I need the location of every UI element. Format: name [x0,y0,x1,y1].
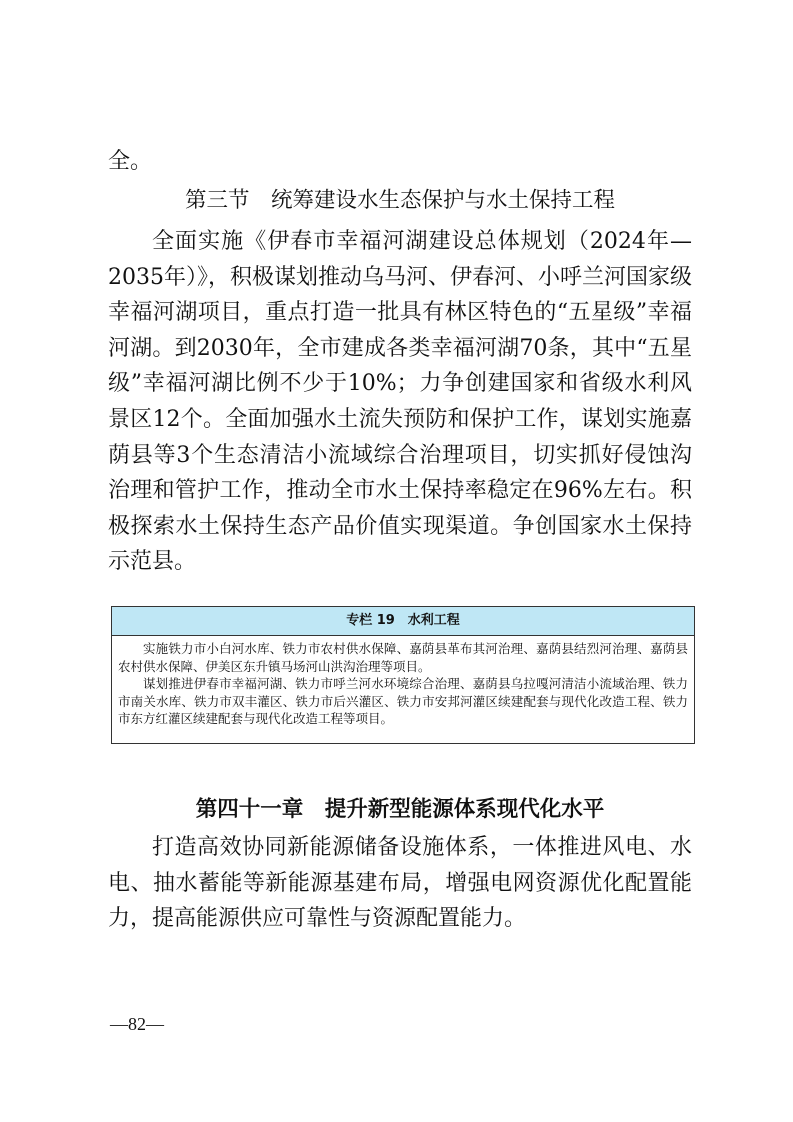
info-box [111,606,695,744]
info-box-item: 谋划推进伊春市幸福河湖、铁力市呼兰河水环境综合治理、嘉荫县乌拉嘎河清洁小流域治理、铁力市南关水库、铁力市双丰灌区、铁力市后兴灌区、铁力市安邦河灌区续建配套与现代化改造工程、铁力市东方红灌区续建配套与现代化改造工程等项目。 [118,676,688,726]
chapter-paragraph: 打造高效协同新能源储备设施体系，一体推进风电、水电、抽水蓄能等新能源基建布局，增强电网资源优化配置能力，提高能源供应可靠性与资源配置能力。 [108,835,692,932]
info-box-body [112,636,694,728]
info-box-title: 专栏 19 水利工程 [112,607,694,636]
lead-fragment: 全。 [108,149,153,174]
section-paragraph: 全面实施《伊春市幸福河湖建设总体规划（2024年—2035年）》，积极谋划推动乌马河、伊春河、小呼兰河国家级幸福河湖项目，重点打造一批具有林区特色的“五星级”幸福河湖。到2030年，全市建成各类幸福河湖70条，其中“五星级”幸福河湖比例不少于10%；力争创建国家和省级水利风景区12个。全面加强水土流失预防和保护工作，谋划实施嘉荫县等3个生态清洁小流域综合治理项目，切实抓好侵蚀沟治理和管护工作，推动全市水土保持率稳定在96%左右。积极探索水土保持生态产品价值实现渠道。争创国家水土保持示范县。 [108,229,692,575]
info-box-item: 实施铁力市小白河水库、铁力市农村供水保障、嘉荫县革布其河治理、嘉荫县结烈河治理、嘉荫县农村供水保障、伊美区东升镇马场河山洪沟治理等项目。 [118,641,688,674]
chapter-title: 第四十一章 提升新型能源体系现代化水平 [195,797,605,822]
section-title: 第三节 统筹建设水生态保护与水土保持工程 [184,188,615,213]
chapter-body [108,830,692,937]
section-body [108,224,692,580]
page-number: —82— [110,1014,164,1034]
